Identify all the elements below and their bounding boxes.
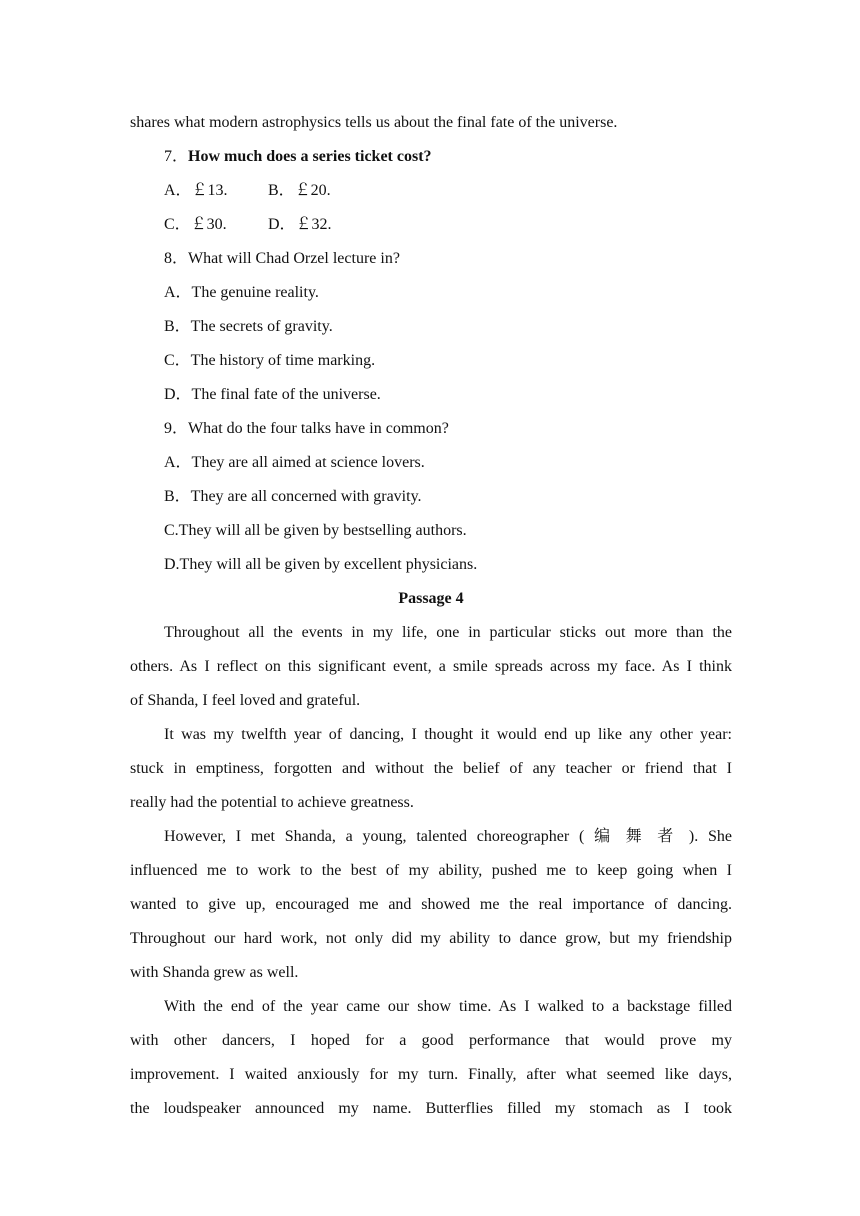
question-8-option-d: D．The final fate of the universe. bbox=[164, 386, 381, 403]
question-9-option-a: A．They are all aimed at science lovers. bbox=[164, 454, 425, 471]
question-9-option-b: B．They are all concerned with gravity. bbox=[164, 488, 422, 505]
passage-4-line: with Shanda grew as well. bbox=[130, 964, 299, 981]
passage3-tail: shares what modern astrophysics tells us about the final fate of the universe. bbox=[130, 114, 618, 131]
passage-4-line: really had the potential to achieve greatness. bbox=[130, 794, 414, 811]
question-7-number: 7． bbox=[164, 148, 189, 165]
passage-4-line: However, I met Shanda, a young, talented choreographer ( 编 舞 者 ). She bbox=[164, 828, 732, 845]
passage-4-line: improvement. I waited anxiously for my turn. Finally, after what seemed like days, bbox=[130, 1066, 732, 1083]
passage-4-line: influenced me to work to the best of my ability, pushed me to keep going when I bbox=[130, 862, 732, 879]
question-7-stem: How much does a series ticket cost? bbox=[188, 148, 432, 165]
option-c: C．￡30. bbox=[164, 216, 227, 233]
passage-4-line: wanted to give up, encouraged me and showed me the real importance of dancing. bbox=[130, 896, 732, 913]
question-7-options-row-2 bbox=[130, 208, 732, 242]
passage-4-line: others. As I reflect on this significant event, a smile spreads across my face. As I think bbox=[130, 658, 732, 675]
question-9-option-d: D.They will all be given by excellent physicians. bbox=[164, 556, 478, 573]
question-8-option-c: C．The history of time marking. bbox=[164, 352, 376, 369]
question-9-option-c: C.They will all be given by bestselling authors. bbox=[164, 522, 467, 539]
option-b: B．￡20. bbox=[268, 182, 331, 199]
option-d: D．￡32. bbox=[268, 216, 332, 233]
passage-4-line: It was my twelfth year of dancing, I thought it would end up like any other year: bbox=[164, 726, 732, 743]
passage-4-line: stuck in emptiness, forgotten and without the belief of any teacher or friend that I bbox=[130, 760, 732, 777]
question-8-option-a: A．The genuine reality. bbox=[164, 284, 319, 301]
passage-4-line: Throughout our hard work, not only did my ability to dance grow, but my friendship bbox=[130, 930, 732, 947]
passage-4-line: with other dancers, I hoped for a good performance that would prove my bbox=[130, 1032, 732, 1049]
passage-4-line: Throughout all the events in my life, one in particular sticks out more than the bbox=[164, 624, 732, 641]
passage-4-line: the loudspeaker announced my name. Butterflies filled my stomach as I took bbox=[130, 1100, 732, 1117]
passage-4-line: of Shanda, I feel loved and grateful. bbox=[130, 692, 361, 709]
passage-4-title: Passage 4 bbox=[398, 590, 464, 607]
question-8-stem: 8．What will Chad Orzel lecture in? bbox=[164, 250, 400, 267]
question-8-option-b: B．The secrets of gravity. bbox=[164, 318, 333, 335]
question-7-options-row-1 bbox=[130, 174, 732, 208]
question-7 bbox=[130, 140, 732, 174]
passage-4-line: With the end of the year came our show time. As I walked to a backstage filled bbox=[164, 998, 732, 1015]
question-9-stem: 9．What do the four talks have in common? bbox=[164, 420, 449, 437]
document-page bbox=[130, 106, 732, 1126]
option-a: A．￡13. bbox=[164, 182, 228, 199]
